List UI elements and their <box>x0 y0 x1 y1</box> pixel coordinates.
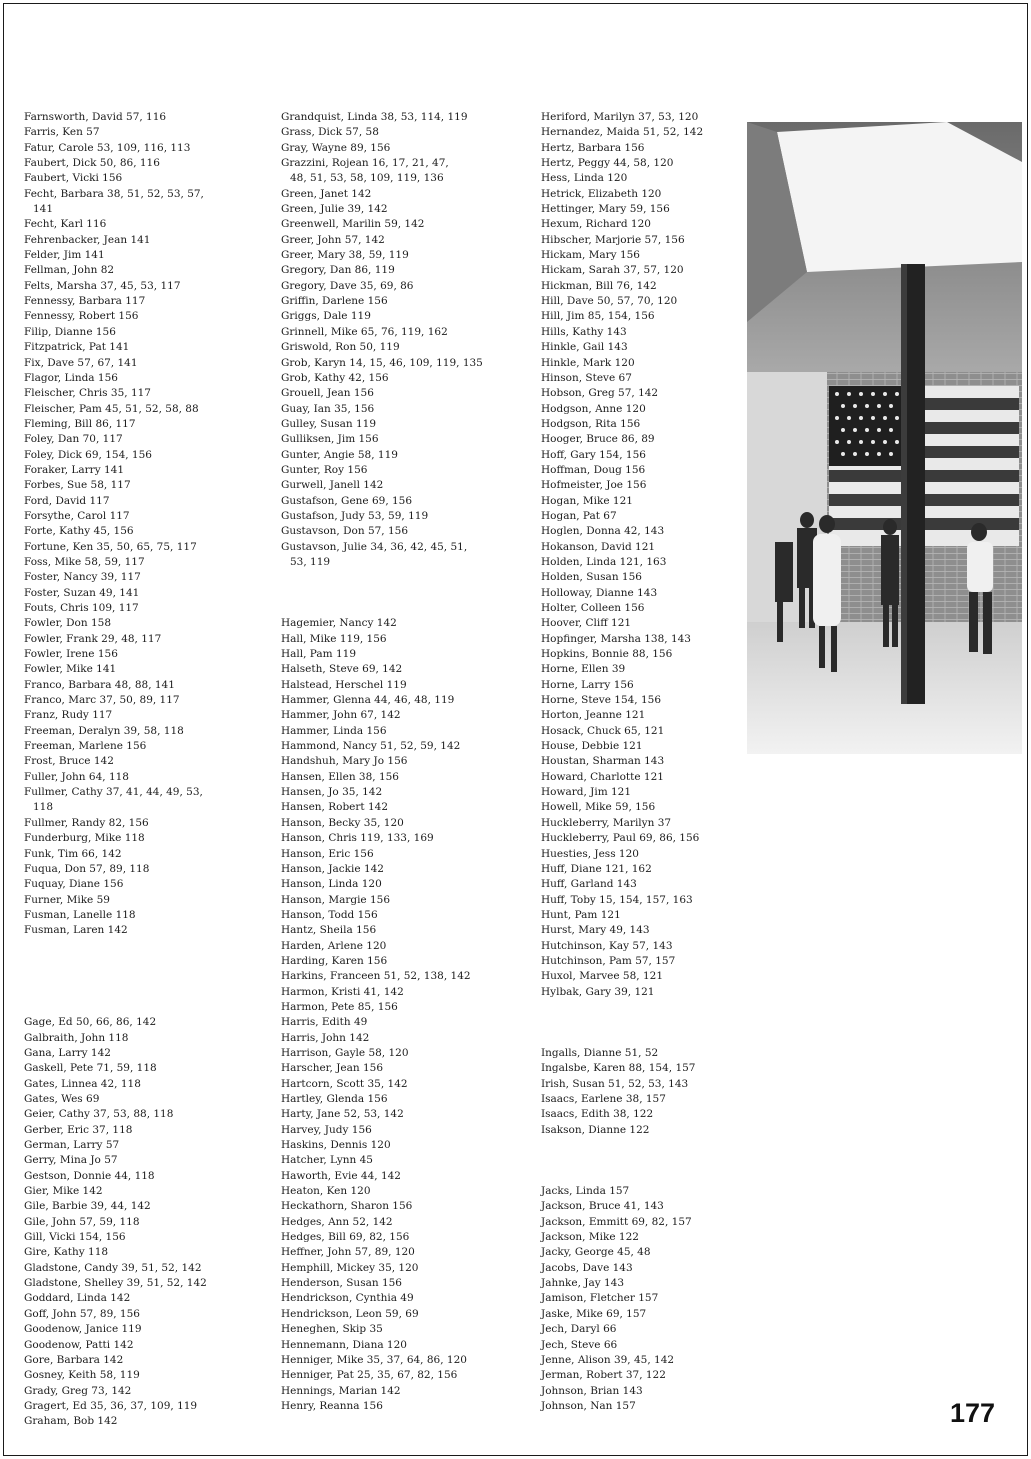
index-entry: Jacobs, Dave 143 <box>541 1261 633 1274</box>
index-entry: 118 <box>33 801 54 814</box>
index-entry: Gustafson, Gene 69, 156 <box>281 494 413 507</box>
index-entry: Hinkle, Gail 143 <box>541 341 628 354</box>
index-entry: Gladstone, Candy 39, 51, 52, 142 <box>24 1261 202 1274</box>
index-entry: Foley, Dan 70, 117 <box>24 433 123 446</box>
index-entry: 48, 51, 53, 58, 109, 119, 136 <box>290 172 444 185</box>
index-entry: Gunter, Roy 156 <box>281 463 368 476</box>
index-entry: Heffner, John 57, 89, 120 <box>281 1246 415 1259</box>
index-entry: Halseth, Steve 69, 142 <box>281 663 403 676</box>
index-entry: Hodgson, Rita 156 <box>541 417 641 430</box>
index-entry: Hertz, Peggy 44, 58, 120 <box>541 157 674 170</box>
index-entry: Fleischer, Chris 35, 117 <box>24 387 151 400</box>
index-entry: Fennessy, Barbara 117 <box>24 295 146 308</box>
index-entry: Huff, Diane 121, 162 <box>541 862 652 875</box>
index-entry: Fowler, Mike 141 <box>24 663 117 676</box>
index-gap <box>541 1015 786 1030</box>
index-entry: Ford, David 117 <box>24 494 110 507</box>
index-entry: Gerber, Eric 37, 118 <box>24 1123 133 1136</box>
index-entry: Hammond, Nancy 51, 52, 59, 142 <box>281 740 461 753</box>
index-entry: Gray, Wayne 89, 156 <box>281 141 391 154</box>
index-gap <box>24 969 269 984</box>
index-entry: Hoover, Cliff 121 <box>541 617 632 630</box>
index-entry: Hill, Dave 50, 57, 70, 120 <box>541 295 678 308</box>
index-entry: Halstead, Herschel 119 <box>281 678 407 691</box>
index-entry: Fecht, Karl 116 <box>24 218 107 231</box>
index-entry: Hickam, Sarah 37, 57, 120 <box>541 264 684 277</box>
index-gap <box>541 1138 786 1153</box>
index-entry: Hanson, Jackie 142 <box>281 862 384 875</box>
index-entry: Greenwell, Marilin 59, 142 <box>281 218 425 231</box>
index-column-2 <box>281 110 526 1414</box>
index-entry: Gregory, Dan 86, 119 <box>281 264 395 277</box>
index-entry: Hoff, Gary 154, 156 <box>541 448 646 461</box>
index-entry: Jaske, Mike 69, 157 <box>541 1307 647 1320</box>
index-entry: Gates, Linnea 42, 118 <box>24 1077 141 1090</box>
index-entry: Foley, Dick 69, 154, 156 <box>24 448 152 461</box>
index-entry: Gana, Larry 142 <box>24 1046 111 1059</box>
index-entry: Handshuh, Mary Jo 156 <box>281 755 408 768</box>
index-entry: Galbraith, John 118 <box>24 1031 129 1044</box>
index-entry: Forbes, Sue 58, 117 <box>24 479 131 492</box>
index-entry: Jerman, Robert 37, 122 <box>541 1369 666 1382</box>
index-entry: Grass, Dick 57, 58 <box>281 126 379 139</box>
index-entry: Felder, Jim 141 <box>24 249 105 262</box>
index-entry: Grady, Greg 73, 142 <box>24 1384 132 1397</box>
index-entry: Hedges, Bill 69, 82, 156 <box>281 1231 410 1244</box>
index-entry: Goddard, Linda 142 <box>24 1292 131 1305</box>
index-entry: Howell, Mike 59, 156 <box>541 801 656 814</box>
index-entry: Haskins, Dennis 120 <box>281 1139 391 1152</box>
index-gap <box>281 570 526 585</box>
index-entry: Grob, Kathy 42, 156 <box>281 371 389 384</box>
index-entry: Graham, Bob 142 <box>24 1415 118 1428</box>
index-entry: Hopkins, Bonnie 88, 156 <box>541 648 673 661</box>
index-entry: Fitzpatrick, Pat 141 <box>24 341 130 354</box>
index-entry: Furner, Mike 59 <box>24 893 110 906</box>
index-entry: Greer, John 57, 142 <box>281 233 385 246</box>
index-entry: Frost, Bruce 142 <box>24 755 114 768</box>
index-entry: Hanson, Todd 156 <box>281 908 378 921</box>
index-entry: Foraker, Larry 141 <box>24 463 125 476</box>
index-entry: Henry, Reanna 156 <box>281 1399 383 1412</box>
index-entry: Gregory, Dave 35, 69, 86 <box>281 279 414 292</box>
index-entry: Hanson, Becky 35, 120 <box>281 816 404 829</box>
index-entry: Farris, Ken 57 <box>24 126 100 139</box>
index-entry: Horne, Larry 156 <box>541 678 634 691</box>
index-gap <box>541 1169 786 1184</box>
index-entry: Huckleberry, Marilyn 37 <box>541 816 672 829</box>
index-entry: Hatcher, Lynn 45 <box>281 1154 373 1167</box>
yearbook-index-page <box>3 3 1028 1456</box>
index-entry: Isaacs, Earlene 38, 157 <box>541 1093 666 1105</box>
index-entry: Foster, Nancy 39, 117 <box>24 571 141 584</box>
index-entry: Hickam, Mary 156 <box>541 249 640 262</box>
index-entry: Fuqua, Don 57, 89, 118 <box>24 862 150 875</box>
index-entry: Hoglen, Donna 42, 143 <box>541 525 665 538</box>
index-entry: Hartcorn, Scott 35, 142 <box>281 1077 408 1090</box>
index-entry: Hurst, Mary 49, 143 <box>541 924 650 937</box>
index-entry: Harvey, Judy 156 <box>281 1123 372 1136</box>
index-entry: Jenne, Alison 39, 45, 142 <box>541 1353 675 1366</box>
index-entry: Harscher, Jean 156 <box>281 1062 384 1075</box>
index-entry: Ingalls, Dianne 51, 52 <box>541 1046 659 1059</box>
index-entry: Gustavson, Julie 34, 36, 42, 45, 51, <box>281 540 468 553</box>
index-entry: Forsythe, Carol 117 <box>24 509 130 522</box>
index-entry: Holter, Colleen 156 <box>541 602 645 614</box>
index-entry: Hoffman, Doug 156 <box>541 463 646 476</box>
index-entry: Hinkle, Mark 120 <box>541 356 635 369</box>
index-entry: Horne, Ellen 39 <box>541 663 626 676</box>
index-entry: Hibscher, Marjorie 57, 156 <box>541 233 685 246</box>
index-entry: Fullmer, Randy 82, 156 <box>24 816 149 829</box>
index-entry: Hodgson, Anne 120 <box>541 402 646 415</box>
index-entry: Hennemann, Diana 120 <box>281 1338 407 1351</box>
index-entry: Houstan, Sharman 143 <box>541 755 665 768</box>
index-entry: Horne, Steve 154, 156 <box>541 694 662 707</box>
index-entry: Hooger, Bruce 86, 89 <box>541 433 655 446</box>
index-entry: Harding, Karen 156 <box>281 954 388 967</box>
index-entry: Griffin, Darlene 156 <box>281 295 388 308</box>
index-gap <box>24 1000 269 1015</box>
index-entry: Fehrenbacker, Jean 141 <box>24 233 151 246</box>
index-entry: Hanson, Linda 120 <box>281 878 382 891</box>
index-entry: Hammer, Linda 156 <box>281 724 387 737</box>
index-entry: Harris, John 142 <box>281 1031 370 1044</box>
index-entry: Fusman, Laren 142 <box>24 924 128 937</box>
index-entry: Fennessy, Robert 156 <box>24 310 139 323</box>
index-entry: Hetrick, Elizabeth 120 <box>541 187 662 200</box>
index-entry: Harden, Arlene 120 <box>281 939 387 952</box>
index-entry: Hendrickson, Leon 59, 69 <box>281 1307 419 1320</box>
index-entry: Guay, Ian 35, 156 <box>281 402 375 415</box>
index-entry: Griggs, Dale 119 <box>281 310 371 323</box>
index-entry: Hinson, Steve 67 <box>541 371 632 384</box>
index-entry: Fowler, Frank 29, 48, 117 <box>24 632 162 645</box>
index-gap <box>541 1031 786 1046</box>
index-entry: Hopfinger, Marsha 138, 143 <box>541 632 691 645</box>
index-entry: Jackson, Bruce 41, 143 <box>541 1200 664 1213</box>
index-entry: Grouell, Jean 156 <box>281 387 374 400</box>
index-entry: Fix, Dave 57, 67, 141 <box>24 356 138 369</box>
index-gap <box>541 1153 786 1168</box>
index-entry: Jamison, Fletcher 157 <box>541 1292 659 1305</box>
index-entry: Hemphill, Mickey 35, 120 <box>281 1261 419 1274</box>
index-entry: Gurwell, Janell 142 <box>281 479 384 492</box>
index-entry: German, Larry 57 <box>24 1139 120 1152</box>
index-entry: Hettinger, Mary 59, 156 <box>541 203 670 216</box>
index-entry: Grazzini, Rojean 16, 17, 21, 47, <box>281 157 449 170</box>
index-entry: Hills, Kathy 143 <box>541 325 627 338</box>
index-entry: Griswold, Ron 50, 119 <box>281 341 400 354</box>
index-entry: Flagor, Linda 156 <box>24 371 118 384</box>
index-gap <box>24 985 269 1000</box>
index-entry: Hokanson, David 121 <box>541 540 656 553</box>
index-entry: Hickman, Bill 76, 142 <box>541 279 657 292</box>
index-entry: Gile, John 57, 59, 118 <box>24 1215 140 1228</box>
index-entry: Gire, Kathy 118 <box>24 1246 109 1259</box>
index-entry: Farnsworth, David 57, 116 <box>24 111 167 123</box>
index-entry: Hansen, Ellen 38, 156 <box>281 770 399 783</box>
index-entry: Hofmeister, Joe 156 <box>541 479 647 492</box>
index-entry: Foster, Suzan 49, 141 <box>24 586 140 599</box>
index-entry: Jech, Steve 66 <box>541 1338 618 1351</box>
index-entry: Goodenow, Janice 119 <box>24 1323 142 1336</box>
index-entry: Huesties, Jess 120 <box>541 847 639 860</box>
index-entry: Gulley, Susan 119 <box>281 417 377 430</box>
index-gap <box>24 939 269 954</box>
index-entry: Gill, Vicki 154, 156 <box>24 1231 126 1244</box>
index-entry: Funk, Tim 66, 142 <box>24 847 122 860</box>
index-entry: 141 <box>33 203 54 216</box>
index-entry: Fuquay, Diane 156 <box>24 878 124 891</box>
index-entry: Fecht, Barbara 38, 51, 52, 53, 57, <box>24 187 204 200</box>
hallway-photo <box>747 122 1022 754</box>
index-entry: 53, 119 <box>290 555 331 568</box>
index-entry: Howard, Jim 121 <box>541 786 632 799</box>
index-entry: Hansen, Robert 142 <box>281 801 388 814</box>
index-entry: Fleming, Bill 86, 117 <box>24 417 136 430</box>
index-entry: Hennings, Marian 142 <box>281 1384 401 1397</box>
index-entry: Franco, Marc 37, 50, 89, 117 <box>24 694 180 707</box>
index-entry: Fouts, Chris 109, 117 <box>24 602 139 614</box>
index-entry: Haworth, Evie 44, 142 <box>281 1169 401 1182</box>
index-entry: Henderson, Susan 156 <box>281 1277 402 1290</box>
index-entry: Grandquist, Linda 38, 53, 114, 119 <box>281 111 468 123</box>
index-entry: Gaskell, Pete 71, 59, 118 <box>24 1062 157 1075</box>
page-number: 177 <box>950 1398 996 1428</box>
index-entry: Hobson, Greg 57, 142 <box>541 387 659 400</box>
index-entry: Felts, Marsha 37, 45, 53, 117 <box>24 279 181 292</box>
index-entry: Hogan, Pat 67 <box>541 509 617 522</box>
index-entry: Grob, Karyn 14, 15, 46, 109, 119, 135 <box>281 356 483 369</box>
index-entry: Huckleberry, Paul 69, 86, 156 <box>541 832 700 845</box>
index-entry: Jahnke, Jay 143 <box>541 1277 625 1290</box>
index-entry: Gates, Wes 69 <box>24 1093 100 1105</box>
index-entry: Hanson, Eric 156 <box>281 847 374 860</box>
index-entry: Freeman, Deralyn 39, 58, 118 <box>24 724 184 737</box>
index-entry: Hylbak, Gary 39, 121 <box>541 985 655 998</box>
index-gap <box>281 601 526 616</box>
index-entry: Hantz, Sheila 156 <box>281 924 377 937</box>
index-entry: Foss, Mike 58, 59, 117 <box>24 555 145 568</box>
index-gap <box>24 954 269 969</box>
index-entry: Jacky, George 45, 48 <box>541 1246 651 1259</box>
index-entry: Hexum, Richard 120 <box>541 218 651 231</box>
index-entry: Johnson, Nan 157 <box>541 1399 636 1412</box>
index-entry: Gustafson, Judy 53, 59, 119 <box>281 509 429 522</box>
index-entry: Fusman, Lanelle 118 <box>24 908 136 921</box>
index-entry: Hartley, Glenda 156 <box>281 1093 388 1105</box>
index-entry: Holden, Linda 121, 163 <box>541 555 667 568</box>
index-entry: Fullmer, Cathy 37, 41, 44, 49, 53, <box>24 786 203 799</box>
index-entry: Fowler, Irene 156 <box>24 648 118 661</box>
index-entry: Hertz, Barbara 156 <box>541 141 645 154</box>
index-entry: Jech, Daryl 66 <box>541 1323 617 1336</box>
index-entry: Green, Janet 142 <box>281 187 372 200</box>
index-gap <box>541 1000 786 1015</box>
index-entry: Isakson, Dianne 122 <box>541 1123 650 1136</box>
index-entry: Gladstone, Shelley 39, 51, 52, 142 <box>24 1277 207 1290</box>
index-entry: Heriford, Marilyn 37, 53, 120 <box>541 111 699 123</box>
index-entry: Hendrickson, Cynthia 49 <box>281 1292 414 1305</box>
index-entry: Hess, Linda 120 <box>541 172 628 185</box>
index-entry: Forte, Kathy 45, 156 <box>24 525 134 538</box>
index-entry: Gore, Barbara 142 <box>24 1353 124 1366</box>
index-entry: Isaacs, Edith 38, 122 <box>541 1108 654 1121</box>
index-entry: Hogan, Mike 121 <box>541 494 633 507</box>
index-entry: Hansen, Jo 35, 142 <box>281 786 383 799</box>
index-entry: Hall, Pam 119 <box>281 648 356 661</box>
index-entry: Fuller, John 64, 118 <box>24 770 129 783</box>
index-entry: Huff, Garland 143 <box>541 878 637 891</box>
index-entry: Faubert, Vicki 156 <box>24 172 123 185</box>
index-entry: Gile, Barbie 39, 44, 142 <box>24 1200 151 1213</box>
index-entry: Faubert, Dick 50, 86, 116 <box>24 157 160 170</box>
index-entry: Jacks, Linda 157 <box>541 1185 630 1198</box>
index-entry: Harmon, Kristi 41, 142 <box>281 985 404 998</box>
index-entry: Huxol, Marvee 58, 121 <box>541 970 664 983</box>
index-entry: Fleischer, Pam 45, 51, 52, 58, 88 <box>24 402 199 415</box>
index-entry: Fowler, Don 158 <box>24 617 112 630</box>
index-entry: Hutchinson, Pam 57, 157 <box>541 954 676 967</box>
index-entry: Holloway, Dianne 143 <box>541 586 658 599</box>
index-entry: Franz, Rudy 117 <box>24 709 113 722</box>
index-entry: Gier, Mike 142 <box>24 1185 103 1198</box>
index-entry: Green, Julie 39, 142 <box>281 203 388 216</box>
index-entry: Hunt, Pam 121 <box>541 908 621 921</box>
index-entry: Ingalsbe, Karen 88, 154, 157 <box>541 1062 696 1075</box>
index-entry: Hosack, Chuck 65, 121 <box>541 724 665 737</box>
index-entry: Harmon, Pete 85, 156 <box>281 1000 398 1013</box>
index-entry: Filip, Dianne 156 <box>24 325 116 338</box>
index-entry: Hammer, John 67, 142 <box>281 709 401 722</box>
index-entry: Gerry, Mina Jo 57 <box>24 1154 118 1167</box>
index-entry: Greer, Mary 38, 59, 119 <box>281 249 409 262</box>
index-entry: Fatur, Carole 53, 109, 116, 113 <box>24 141 191 154</box>
index-entry: Hanson, Margie 156 <box>281 893 391 906</box>
index-entry: Harty, Jane 52, 53, 142 <box>281 1108 404 1121</box>
index-entry: Johnson, Brian 143 <box>541 1384 643 1397</box>
index-entry: Hagemier, Nancy 142 <box>281 617 397 630</box>
index-entry: Heneghen, Skip 35 <box>281 1323 383 1336</box>
index-entry: Horton, Jeanne 121 <box>541 709 646 722</box>
index-entry: Huff, Toby 15, 154, 157, 163 <box>541 893 693 906</box>
index-gap <box>281 586 526 601</box>
index-entry: Gage, Ed 50, 66, 86, 142 <box>24 1016 157 1029</box>
index-entry: Hammer, Glenna 44, 46, 48, 119 <box>281 694 455 707</box>
index-entry: Goff, John 57, 89, 156 <box>24 1307 140 1320</box>
index-entry: Hall, Mike 119, 156 <box>281 632 387 645</box>
index-entry: Harris, Edith 49 <box>281 1016 368 1029</box>
index-entry: Howard, Charlotte 121 <box>541 770 664 783</box>
index-entry: Holden, Susan 156 <box>541 571 642 584</box>
index-entry: Harrison, Gayle 58, 120 <box>281 1046 409 1059</box>
index-entry: Gulliksen, Jim 156 <box>281 433 379 446</box>
index-entry: Hutchinson, Kay 57, 143 <box>541 939 673 952</box>
index-entry: Hedges, Ann 52, 142 <box>281 1215 393 1228</box>
index-entry: Grinnell, Mike 65, 76, 119, 162 <box>281 325 448 338</box>
index-entry: Gestson, Donnie 44, 118 <box>24 1169 155 1182</box>
index-entry: Hill, Jim 85, 154, 156 <box>541 310 655 323</box>
index-entry: Henniger, Pat 25, 35, 67, 82, 156 <box>281 1369 458 1382</box>
index-entry: Gragert, Ed 35, 36, 37, 109, 119 <box>24 1399 198 1412</box>
index-entry: Hernandez, Maida 51, 52, 142 <box>541 126 704 139</box>
index-entry: Fortune, Ken 35, 50, 65, 75, 117 <box>24 540 197 553</box>
index-entry: Gunter, Angie 58, 119 <box>281 448 398 461</box>
index-entry: Gustavson, Don 57, 156 <box>281 525 409 538</box>
index-column-1 <box>24 110 269 1430</box>
index-entry: Heaton, Ken 120 <box>281 1185 371 1198</box>
index-entry: Geier, Cathy 37, 53, 88, 118 <box>24 1108 174 1121</box>
index-entry: Heckathorn, Sharon 156 <box>281 1200 413 1213</box>
index-entry: Fellman, John 82 <box>24 264 115 277</box>
index-entry: Goodenow, Patti 142 <box>24 1338 134 1351</box>
index-entry: Jackson, Mike 122 <box>541 1231 639 1244</box>
index-entry: Irish, Susan 51, 52, 53, 143 <box>541 1077 689 1090</box>
index-entry: Freeman, Marlene 156 <box>24 740 147 753</box>
index-entry: Hanson, Chris 119, 133, 169 <box>281 832 434 845</box>
index-entry: Funderburg, Mike 118 <box>24 832 145 845</box>
index-entry: House, Debbie 121 <box>541 740 643 753</box>
index-entry: Henniger, Mike 35, 37, 64, 86, 120 <box>281 1353 467 1366</box>
index-entry: Jackson, Emmitt 69, 82, 157 <box>541 1215 692 1228</box>
index-entry: Harkins, Franceen 51, 52, 138, 142 <box>281 970 471 983</box>
index-entry: Franco, Barbara 48, 88, 141 <box>24 678 175 691</box>
index-entry: Gosney, Keith 58, 119 <box>24 1369 140 1382</box>
